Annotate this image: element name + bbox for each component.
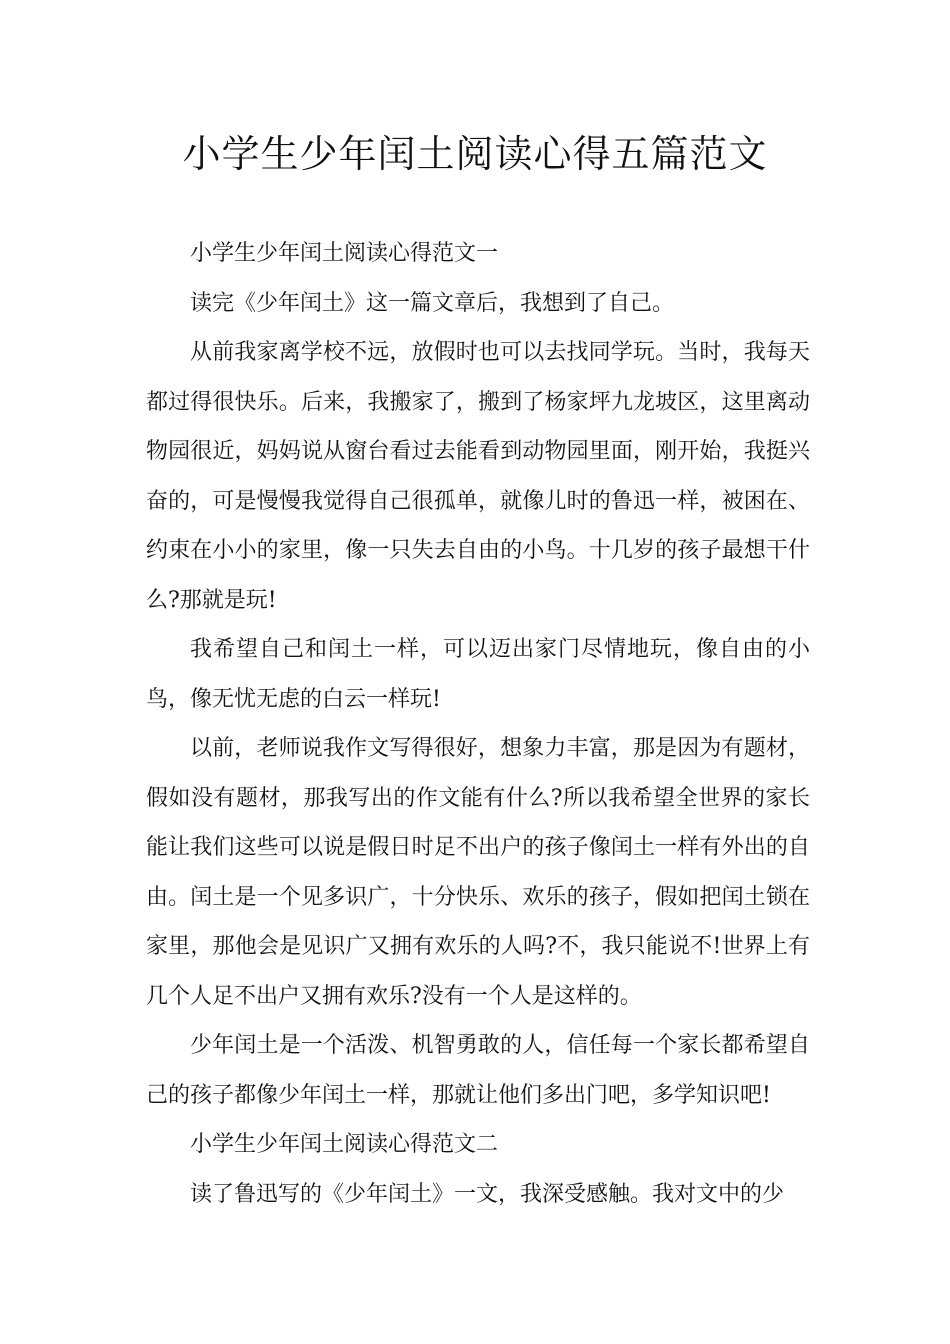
section-heading: 小学生少年闰土阅读心得范文一 xyxy=(190,241,499,266)
paragraph: 读了鲁迅写的《少年闰土》一文，我深受感触。我对文中的少 xyxy=(190,1181,785,1207)
paragraph: 我希望自己和闰土一样，可以迈出家门尽情地玩，像自由的小鸟，像无忧无虑的白云一样玩! xyxy=(146,637,810,712)
section-heading: 小学生少年闰土阅读心得范文二 xyxy=(190,1132,499,1157)
paragraph: 读完《少年闰土》这一篇文章后，我想到了自己。 xyxy=(190,290,675,316)
page-title: 小学生少年闰土阅读心得五篇范文 xyxy=(182,132,768,176)
paragraph: 从前我家离学校不远，放假时也可以去找同学玩。当时，我每天都过得很快乐。后来，我搬家了，搬到了杨家坪九龙坡区，这里离动物园很近，妈妈说从窗台看过去能看到动物园里面，刚开始，我挺兴奋的，可是慢慢我觉得自己很孤单，就像儿时的鲁迅一样，被困在、约束在小小的家里，像一只失去自由的小鸟。十几岁的孩子最想干什么?那就是玩! xyxy=(146,340,810,613)
document-body xyxy=(146,229,810,1219)
paragraph: 以前，老师说我作文写得很好，想象力丰富，那是因为有题材，假如没有题材，那我写出的作文能有什么?所以我希望全世界的家长能让我们这些可以说是假日时足不出户的孩子像闰土一样有外出的自由。闰土是一个见多识广，十分快乐、欢乐的孩子，假如把闰土锁在家里，那他会是见识广又拥有欢乐的人吗?不，我只能说不!世界上有几个人足不出户又拥有欢乐?没有一个人是这样的。 xyxy=(146,736,810,1009)
paragraph: 少年闰土是一个活泼、机智勇敢的人，信任每一个家长都希望自己的孩子都像少年闰土一样，那就让他们多出门吧，多学知识吧! xyxy=(146,1033,810,1108)
